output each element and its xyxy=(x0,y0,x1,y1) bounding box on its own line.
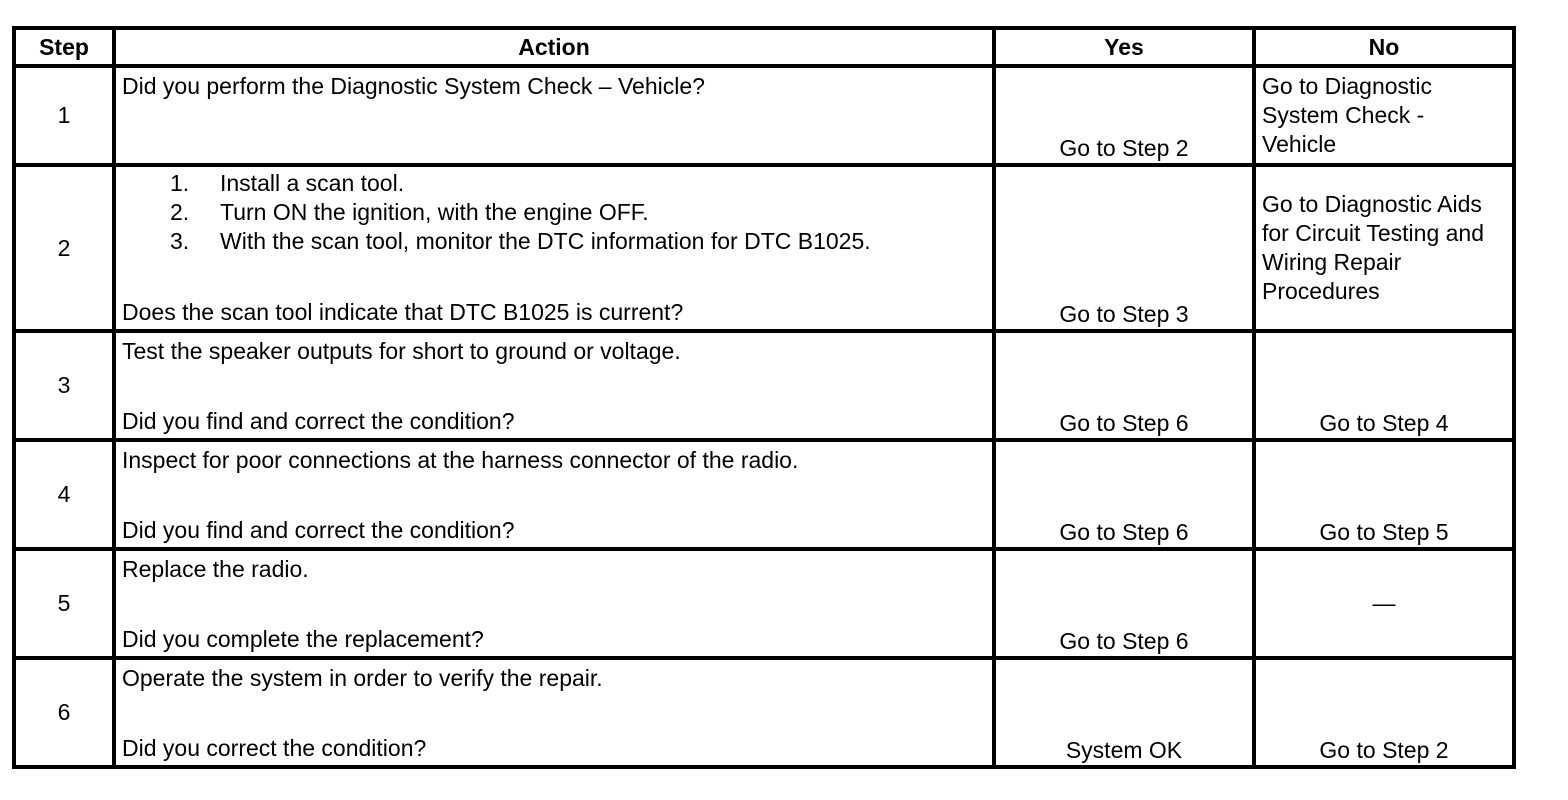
action-steps-list xyxy=(122,169,986,256)
action-question: Did you perform the Diagnostic System Check – Vehicle? xyxy=(122,73,705,99)
no-line: Wiring Repair xyxy=(1262,249,1402,275)
no-cell: Go to Step 5 xyxy=(1254,440,1514,549)
list-text: With the scan tool, monitor the DTC information for DTC B1025. xyxy=(220,228,871,254)
action-instruction: Inspect for poor connections at the harness connector of the radio. xyxy=(122,447,799,473)
action-cell xyxy=(114,331,994,440)
header-action: Action xyxy=(114,28,994,66)
list-item xyxy=(170,227,986,256)
action-cell xyxy=(114,658,994,767)
list-item xyxy=(170,198,986,227)
action-instruction: Replace the radio. xyxy=(122,556,309,582)
yes-cell: Go to Step 6 xyxy=(994,440,1254,549)
no-cell: — xyxy=(1254,549,1514,658)
no-cell: Go to Step 4 xyxy=(1254,331,1514,440)
no-cell xyxy=(1254,66,1514,165)
no-line: Vehicle xyxy=(1262,131,1337,157)
action-cell xyxy=(114,440,994,549)
action-cell xyxy=(114,165,994,331)
yes-cell: Go to Step 2 xyxy=(994,66,1254,165)
header-no: No xyxy=(1254,28,1514,66)
list-number: 2. xyxy=(170,199,190,225)
step-number: 3 xyxy=(14,331,114,440)
action-question: Does the scan tool indicate that DTC B1025 is current? xyxy=(122,299,684,325)
list-number: 3. xyxy=(170,228,190,254)
table-row xyxy=(14,165,1514,331)
yes-cell: System OK xyxy=(994,658,1254,767)
list-number: 1. xyxy=(170,170,190,196)
list-text: Turn ON the ignition, with the engine OFF. xyxy=(220,199,649,225)
yes-cell: Go to Step 3 xyxy=(994,165,1254,331)
header-yes: Yes xyxy=(994,28,1254,66)
action-instruction: Test the speaker outputs for short to ground or voltage. xyxy=(122,338,681,364)
no-cell xyxy=(1254,165,1514,331)
yes-cell: Go to Step 6 xyxy=(994,549,1254,658)
yes-cell: Go to Step 6 xyxy=(994,331,1254,440)
header-step: Step xyxy=(14,28,114,66)
header-row xyxy=(14,28,1514,66)
action-question: Did you correct the condition? xyxy=(122,735,427,761)
table-row xyxy=(14,658,1514,767)
table-row xyxy=(14,66,1514,165)
list-item xyxy=(170,169,986,198)
step-number: 5 xyxy=(14,549,114,658)
step-number: 4 xyxy=(14,440,114,549)
table-row xyxy=(14,331,1514,440)
step-number: 6 xyxy=(14,658,114,767)
action-cell xyxy=(114,66,994,165)
step-number: 2 xyxy=(14,165,114,331)
no-cell: Go to Step 2 xyxy=(1254,658,1514,767)
action-question: Did you find and correct the condition? xyxy=(122,517,515,543)
step-number: 1 xyxy=(14,66,114,165)
no-line: Go to Diagnostic Aids xyxy=(1262,191,1482,217)
action-instruction: Operate the system in order to verify the repair. xyxy=(122,665,603,691)
list-text: Install a scan tool. xyxy=(220,170,405,196)
no-line: Go to Diagnostic xyxy=(1262,73,1433,99)
action-question: Did you find and correct the condition? xyxy=(122,408,515,434)
action-question: Did you complete the replacement? xyxy=(122,626,484,652)
no-line: Procedures xyxy=(1262,278,1380,304)
action-cell xyxy=(114,549,994,658)
no-line: for Circuit Testing and xyxy=(1262,220,1485,246)
diagnostic-table xyxy=(12,26,1516,769)
table-row xyxy=(14,440,1514,549)
table-row xyxy=(14,549,1514,658)
no-line: System Check - xyxy=(1262,102,1425,128)
